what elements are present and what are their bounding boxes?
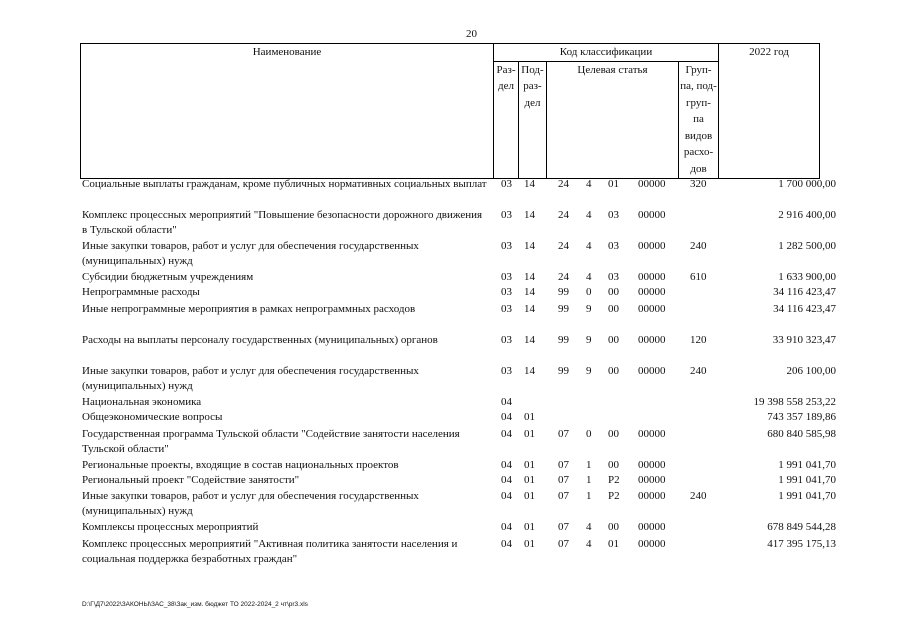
cell-cs4: 00000 (638, 538, 666, 550)
cell-cs1: 07 (558, 521, 569, 533)
cell-cs3: 03 (608, 271, 619, 283)
cell-cs1: 24 (558, 271, 569, 283)
cell-cs4: 00000 (638, 428, 666, 440)
cell-name: Расходы на выплаты персоналу государственных (муниципальных) органов (82, 334, 438, 346)
cell-sum: 743 357 189,86 (767, 411, 836, 423)
cell-cs3: 03 (608, 240, 619, 252)
cell-name: Иные закупки товаров, работ и услуг для обеспечения государственных (муниципальных) нужд (82, 490, 419, 517)
cell-cs2: 4 (586, 240, 592, 252)
cell-pod: 01 (524, 490, 535, 502)
cell-cs3: 00 (608, 428, 619, 440)
cell-vr: 240 (690, 365, 707, 377)
cell-cs2: 1 (586, 474, 592, 486)
cell-pod: 01 (524, 474, 535, 486)
cell-sum: 1 282 500,00 (778, 240, 836, 252)
cell-cs4: 00000 (638, 490, 666, 502)
cell-cs1: 99 (558, 334, 569, 346)
cell-sum: 2 916 400,00 (778, 209, 836, 221)
cell-pod: 01 (524, 521, 535, 533)
cell-cs3: 00 (608, 286, 619, 298)
cell-name: Региональные проекты, входящие в состав национальных проектов (82, 459, 399, 471)
cell-pod: 14 (524, 303, 535, 315)
cell-razd: 03 (501, 365, 512, 377)
cell-razd: 03 (501, 178, 512, 190)
cell-name: Региональный проект "Содействие занятости" (82, 474, 300, 486)
cell-cs4: 00000 (638, 459, 666, 471)
cell-cs4: 00000 (638, 209, 666, 221)
cell-cs2: 4 (586, 209, 592, 221)
cell-cs2: 9 (586, 365, 592, 377)
cell-name: Иные закупки товаров, работ и услуг для обеспечения государственных (муниципальных) нужд (82, 240, 419, 267)
cell-cs1: 07 (558, 459, 569, 471)
cell-razd: 04 (501, 521, 512, 533)
cell-sum: 1 991 041,70 (778, 459, 836, 471)
cell-cs3: P2 (608, 474, 620, 486)
cell-pod: 01 (524, 538, 535, 550)
cell-sum: 206 100,00 (786, 365, 836, 377)
cell-sum: 33 910 323,47 (772, 334, 836, 346)
cell-cs4: 00000 (638, 240, 666, 252)
cell-cs2: 4 (586, 178, 592, 190)
cell-cs3: P2 (608, 490, 620, 502)
cell-cs3: 00 (608, 334, 619, 346)
cell-pod: 01 (524, 459, 535, 471)
cell-name: Субсидии бюджетным учреждениям (82, 271, 254, 283)
cell-cs1: 24 (558, 209, 569, 221)
cell-vr: 610 (690, 271, 707, 283)
cell-razd: 03 (501, 303, 512, 315)
header-name: Наименование (81, 44, 494, 179)
cell-pod: 01 (524, 428, 535, 440)
cell-vr: 240 (690, 240, 707, 252)
cell-cs2: 4 (586, 271, 592, 283)
cell-cs3: 00 (608, 459, 619, 471)
cell-razd: 04 (501, 428, 512, 440)
cell-cs3: 00 (608, 303, 619, 315)
cell-sum: 1 700 000,00 (778, 178, 836, 190)
cell-cs4: 00000 (638, 178, 666, 190)
cell-sum: 1 991 041,70 (778, 490, 836, 502)
cell-pod: 14 (524, 240, 535, 252)
cell-cs3: 00 (608, 521, 619, 533)
cell-razd: 04 (501, 538, 512, 550)
cell-razd: 03 (501, 240, 512, 252)
cell-cs1: 07 (558, 474, 569, 486)
cell-pod: 14 (524, 334, 535, 346)
file-path: D:\Г\Д7\2022\ЗАКОНЫ\ЗАС_38\Зак_изм. бюджет ТО 2022-2024_2 чт\pr3.xls (82, 601, 308, 608)
header-year: 2022 год (719, 44, 820, 179)
cell-cs2: 1 (586, 490, 592, 502)
cell-cs2: 0 (586, 428, 592, 440)
cell-pod: 14 (524, 365, 535, 377)
cell-razd: 03 (501, 271, 512, 283)
cell-sum: 34 116 423,47 (773, 286, 836, 298)
cell-cs4: 00000 (638, 365, 666, 377)
cell-cs1: 07 (558, 428, 569, 440)
cell-cs1: 99 (558, 365, 569, 377)
cell-cs1: 24 (558, 240, 569, 252)
cell-sum: 417 395 175,13 (767, 538, 836, 550)
cell-cs1: 99 (558, 303, 569, 315)
cell-sum: 1 991 041,70 (778, 474, 836, 486)
cell-pod: 01 (524, 411, 535, 423)
cell-cs2: 4 (586, 521, 592, 533)
cell-sum: 19 398 558 253,22 (753, 396, 836, 408)
cell-cs3: 01 (608, 538, 619, 550)
cell-razd: 04 (501, 490, 512, 502)
cell-sum: 34 116 423,47 (773, 303, 836, 315)
cell-cs2: 0 (586, 286, 592, 298)
cell-pod: 14 (524, 178, 535, 190)
cell-name: Социальные выплаты гражданам, кроме публичных нормативных социальных выплат (82, 178, 487, 190)
cell-cs1: 07 (558, 490, 569, 502)
cell-vr: 320 (690, 178, 707, 190)
cell-name: Национальная экономика (82, 396, 202, 408)
cell-cs4: 00000 (638, 271, 666, 283)
cell-cs4: 00000 (638, 303, 666, 315)
cell-cs4: 00000 (638, 286, 666, 298)
cell-name: Общеэкономические вопросы (82, 411, 223, 423)
cell-pod: 14 (524, 271, 535, 283)
header-vr: Груп- па, под- груп- па видов расхо- дов (679, 61, 719, 178)
cell-cs3: 01 (608, 178, 619, 190)
cell-cs3: 00 (608, 365, 619, 377)
cell-razd: 03 (501, 286, 512, 298)
cell-cs3: 03 (608, 209, 619, 221)
cell-cs1: 24 (558, 178, 569, 190)
cell-razd: 04 (501, 474, 512, 486)
cell-cs1: 99 (558, 286, 569, 298)
cell-razd: 04 (501, 396, 512, 408)
cell-cs2: 4 (586, 538, 592, 550)
cell-name: Непрограммные расходы (82, 286, 200, 298)
cell-name: Иные непрограммные мероприятия в рамках непрограммных расходов (82, 303, 416, 315)
table-header (80, 43, 820, 179)
header-code: Код классификации (494, 44, 719, 62)
cell-cs2: 1 (586, 459, 592, 471)
header-razdel: Раз- дел (494, 61, 519, 178)
page-number: 20 (466, 28, 477, 40)
cell-cs4: 00000 (638, 521, 666, 533)
cell-name: Комплексы процессных мероприятий (82, 521, 259, 533)
cell-name: Иные закупки товаров, работ и услуг для обеспечения государственных (муниципальных) нужд (82, 365, 419, 392)
cell-sum: 1 633 900,00 (778, 271, 836, 283)
cell-pod: 14 (524, 286, 535, 298)
cell-razd: 04 (501, 459, 512, 471)
cell-vr: 120 (690, 334, 707, 346)
cell-sum: 678 849 544,28 (767, 521, 836, 533)
cell-cs4: 00000 (638, 474, 666, 486)
cell-name: Комплекс процессных мероприятий "Повышение безопасности дорожного движения в Тульской области" (82, 209, 483, 236)
cell-name: Государственная программа Тульской области "Содействие занятости населения Тульской области" (82, 428, 460, 455)
header-podrazdel: Под- раз- дел (519, 61, 547, 178)
cell-sum: 680 840 585,98 (767, 428, 836, 440)
cell-razd: 03 (501, 209, 512, 221)
cell-vr: 240 (690, 490, 707, 502)
cell-cs2: 9 (586, 334, 592, 346)
header-target: Целевая статья (547, 61, 679, 178)
cell-cs4: 00000 (638, 334, 666, 346)
cell-pod: 14 (524, 209, 535, 221)
cell-cs1: 07 (558, 538, 569, 550)
cell-cs2: 9 (586, 303, 592, 315)
cell-razd: 04 (501, 411, 512, 423)
cell-name: Комплекс процессных мероприятий "Активная политика занятости населения и социальная поддержка безработных граждан" (82, 538, 458, 565)
cell-razd: 03 (501, 334, 512, 346)
